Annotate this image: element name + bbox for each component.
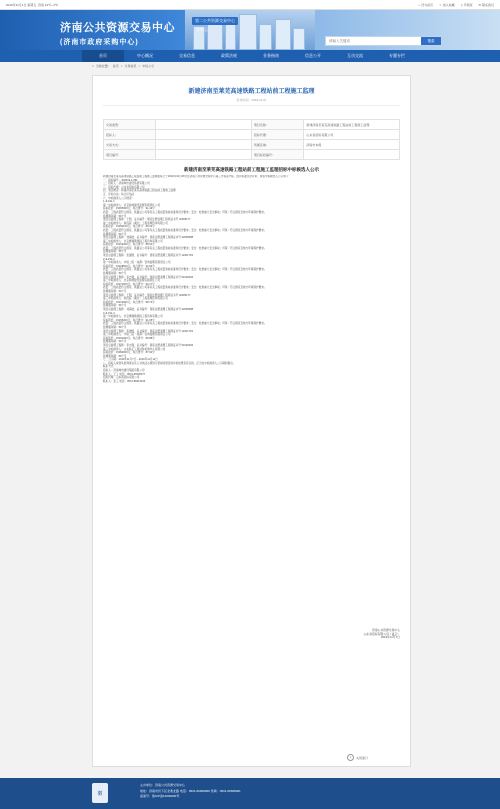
close-icon: × xyxy=(347,754,354,761)
paragraph: 五、评标办法：综合评估法 xyxy=(103,192,135,196)
top-links xyxy=(418,3,494,7)
nav-special[interactable]: 专题专栏 xyxy=(389,53,405,58)
paragraph: 项目总监理工程师：张建国，证书编号：国家注册监理工程师证书号 11001763 xyxy=(103,254,193,258)
second-center-link[interactable]: 第二公共资源交易中心 xyxy=(192,17,238,25)
paragraph: 招标代理：山东省招标有限公司 xyxy=(103,376,140,380)
link-mobile[interactable]: ▯ 手机版 xyxy=(460,2,473,7)
site-logo[interactable] xyxy=(60,19,175,47)
paragraph: 质量：工程质量符合国家、铁路总公司等有关工程质量验收标准和设计要求；安全：杜绝重大安全事故；环保：符合国家及地方环境保护要求。 xyxy=(103,322,267,326)
paragraph: 监理服务期：59个月 xyxy=(103,340,127,344)
announcement-title: 新建济南至莱芜高速铁路工程站前工程施工监理招标中标候选人公示 xyxy=(184,167,319,172)
paragraph: 投标报价：15090000元；综合得分：87.62分 xyxy=(103,351,155,355)
paragraph: 质量：工程质量符合国家、铁路总公司等有关工程质量验收标准和设计要求；安全：杜绝重大安全事故；环保：符合国家及地方环境保护要求。 xyxy=(103,246,267,250)
weather-text: 济南 12℃~4℃ xyxy=(37,2,59,7)
paragraph: 监理服务期：59个月 xyxy=(103,250,127,254)
paragraph: 八、投标人或者其他利害关系人对依法必须进行招标的项目的评标结果有异议的，应当在中标候选人公示期间提出。 xyxy=(103,361,236,365)
paragraph: 项目总监理工程师：张建国，证书编号：国家注册监理工程师证书号 11001763 xyxy=(103,329,193,333)
footer-record[interactable]: 备案号：鲁ICP备12000000号 xyxy=(140,794,180,798)
paragraph: 3.JLJS1-3 xyxy=(103,311,115,315)
date-weather xyxy=(6,3,58,7)
paragraph: 监理服务期：59个月 xyxy=(103,290,127,293)
search-button[interactable]: 搜索 xyxy=(421,37,441,45)
paragraph: 项目总监理工程师：李志强，证书编号：国家注册监理工程师证书号 51002493 xyxy=(103,275,194,279)
paragraph: 监理服务期：59个月 xyxy=(103,214,127,218)
signature-date: 2019年11月7日 xyxy=(380,635,400,640)
breadcrumb-label: 当前位置： xyxy=(95,64,111,68)
current-date: 2019年11月1日 星期五 xyxy=(6,2,37,7)
home-icon: ⌂ xyxy=(418,2,421,7)
paragraph: 第三中标候选人：山东铁正工程试验检测中心有限公司 xyxy=(103,347,166,351)
paragraph: 一、招标编号：JN2019-1-051 xyxy=(103,178,138,182)
nav-business-guide[interactable]: 业务指南 xyxy=(263,53,279,58)
paragraph: 第二中标候选人：铁四院（湖北）工程监理咨询有限公司 xyxy=(103,221,168,225)
paragraph: 投标报价：15210000元；综合得分：88.73分 xyxy=(103,300,155,304)
link-contact[interactable]: ✉ 联系我们 xyxy=(478,2,494,7)
footer-contact: 地址：济南市历下区龙奥北路 电话：0531-66608000 传真：0531-66608001 xyxy=(140,788,241,793)
paragraph: 二、招标人：济南城市建设集团有限公司 xyxy=(103,182,150,186)
publish-time: 发布时间：2019-11-07 xyxy=(236,98,267,102)
location-icon: ⌖ xyxy=(92,64,94,68)
paragraph: 第一中标候选人：中铁二院（成都）咨询监理有限责任公司 xyxy=(103,261,171,265)
paragraph: 招标人：济南城市建设集团有限公司 xyxy=(103,369,145,373)
paragraph: 质量：工程质量符合国家、铁路总公司等有关工程质量验收标准和设计要求；安全：杜绝重大安全事故；环保：符合国家及地方环境保护要求。 xyxy=(103,228,267,232)
table-row: 交易类型： 项目名称： 新建济南至莱芜高速铁路工程站前工程施工监理 xyxy=(104,120,400,130)
paragraph: 三、招标代理：山东省招标有限公司 xyxy=(103,185,145,189)
link-favorite[interactable]: ☆ 加入收藏 xyxy=(439,2,455,7)
paragraph: 项目总监理工程师：李志强，证书编号：国家注册监理工程师证书号 51002493 xyxy=(103,343,194,347)
paragraph: 质量：工程质量符合国家、铁路总公司等有关工程质量验收标准和设计要求；安全：杜绝重大安全事故；环保：符合国家及地方环境保护要求。 xyxy=(103,286,267,290)
main-nav xyxy=(0,50,500,62)
paragraph: 监理服务期：59个月 xyxy=(103,272,127,276)
footer-text xyxy=(140,783,241,800)
paragraph: 联系方式： xyxy=(103,365,116,369)
title-divider xyxy=(103,105,400,106)
paragraph: 项目总监理工程师：王明，证书编号：国家注册监理工程师证书号 32005177 xyxy=(103,293,191,297)
nav-info-public[interactable]: 信息公开 xyxy=(305,53,321,58)
close-window-button[interactable] xyxy=(347,754,368,761)
header-banner xyxy=(0,10,500,50)
star-icon: ☆ xyxy=(439,2,442,7)
footer-sponsor: 主办单位：济南公共资源交易中心 xyxy=(140,783,186,787)
paragraph: 投标报价：15305000元；综合得分：91.44分 xyxy=(103,207,155,211)
paragraph: 2.JLJS1-2 xyxy=(103,257,115,261)
paragraph: 投标报价：15302000元；综合得分：89.88分 xyxy=(103,336,155,340)
paragraph: 联系人：王工 电话：0531-66606677 xyxy=(103,372,146,376)
table-row: 项目编号： 项目标段编号： xyxy=(104,150,400,160)
breadcrumb-current[interactable]: 中标公示 xyxy=(142,64,155,68)
breadcrumb-trade-info[interactable]: 交易信息 xyxy=(124,64,137,68)
paragraph: 监理服务期：59个月 xyxy=(103,232,127,236)
signature-block xyxy=(364,629,400,640)
paragraph: 投标报价：15163300元；综合得分：88.91分 xyxy=(103,243,155,247)
paragraph: 项目总监理工程师：刘海波，证书编号：国家注册监理工程师证书号 32005088 xyxy=(103,307,194,311)
nav-center-overview[interactable]: 中心概况 xyxy=(137,53,153,58)
paragraph: 监理服务期：59个月 xyxy=(103,325,127,329)
table-row: 招标人： 招标代理： 山东省招标有限公司 xyxy=(104,130,400,140)
breadcrumb-home[interactable]: 首页 xyxy=(112,64,119,68)
mail-icon: ✉ xyxy=(478,2,481,7)
nav-policy[interactable]: 政策法规 xyxy=(221,53,237,58)
paragraph: 第一中标候选人：北京赛瑞斯国际工程咨询有限公司 xyxy=(103,315,163,319)
article-panel xyxy=(92,75,411,767)
breadcrumb: ⌖ 当前位置： 首页 > 交易信息 > 中标公示 xyxy=(92,64,155,68)
announcement-body xyxy=(103,175,400,565)
signature-line: 济南公共资源交易中心 xyxy=(372,628,400,632)
paragraph: 联系人：张工 电话：0531-86913333 xyxy=(103,379,146,383)
paragraph: 第一中标候选人：北京铁城建设监理有限责任公司 xyxy=(103,203,161,207)
phone-icon: ▯ xyxy=(460,2,463,7)
nav-trade-info[interactable]: 交易信息 xyxy=(179,53,195,58)
site-title: 济南公共资源交易中心 xyxy=(60,22,175,34)
table-row: 交易方式： 所属区域： 济南市本级 xyxy=(104,140,400,150)
paragraph: 第二中标候选人：北京铁城建设监理有限责任公司 xyxy=(103,279,161,283)
paragraph: 项目总监理工程师：刘海波，证书编号：国家注册监理工程师证书号 32005088 xyxy=(103,236,194,240)
paragraph: 七、公示期：2019年11月7日－2019年11月11日 xyxy=(103,358,158,362)
paragraph: 第三中标候选人：铁四院（湖北）工程监理咨询有限公司 xyxy=(103,297,168,301)
paragraph: 质量：工程质量符合国家、铁路总公司等有关工程质量验收标准和设计要求；安全：杜绝重大安全事故；环保：符合国家及地方环境保护要求。 xyxy=(103,210,267,214)
paragraph: 监理服务期：59个月 xyxy=(103,354,127,358)
paragraph: 新建济南至莱芜高速铁路工程站前工程施工监理招标已于2019年10月28日在济南公共资源交易中心第三开标室开标，经评标委员会评审，现将中标候选人公示如下： xyxy=(103,175,291,178)
top-info-bar xyxy=(0,0,500,10)
signature-line: 山东省招标有限公司（盖章） xyxy=(363,631,400,636)
paragraph: 项目总监理工程师：王明，证书编号：国家注册监理工程师证书号 32005177 xyxy=(103,218,191,222)
paragraph: 第三中标候选人：北京赛瑞斯国际工程咨询有限公司 xyxy=(103,239,163,243)
link-set-home[interactable]: ⌂ 设为首页 xyxy=(418,2,434,7)
paragraph: 投标报价：15155200元；综合得分：91.05分 xyxy=(103,318,155,322)
site-footer xyxy=(0,778,500,809)
nav-home[interactable]: 首页 xyxy=(82,50,124,62)
nav-interaction[interactable]: 互动交流 xyxy=(347,53,363,58)
site-subtitle: (济南市政府采购中心) xyxy=(60,39,139,46)
paragraph: 投标报价：15271000元；综合得分：90.17分 xyxy=(103,282,155,286)
paragraph: 投标报价：15203100元；综合得分：89.32分 xyxy=(103,225,155,229)
project-info-table xyxy=(103,119,400,160)
paragraph: 监理服务期：59个月 xyxy=(103,304,127,308)
national-emblem-icon: 徽 xyxy=(92,783,108,803)
branch-center-link[interactable]: 分中心 xyxy=(196,27,208,32)
paragraph: 第二中标候选人：中铁二院（成都）咨询监理有限责任公司 xyxy=(103,333,171,337)
paragraph: 投标报价：15318500元；综合得分：92.06分 xyxy=(103,264,155,268)
paragraph: 1.JLJS1-1 xyxy=(103,200,115,204)
paragraph: 质量：工程质量符合国家、铁路总公司等有关工程质量验收标准和设计要求；安全：杜绝重大安全事故；环保：符合国家及地方环境保护要求。 xyxy=(103,268,267,272)
article-title: 新建济南至莱芜高速铁路工程站前工程施工监理 xyxy=(188,89,315,95)
search-input[interactable] xyxy=(326,38,421,44)
search-box xyxy=(325,36,442,46)
paragraph: 四、项目概况：新建济南至莱芜高速铁路工程站前工程施工监理 xyxy=(103,189,176,193)
paragraph: 六、中标候选人公示情况： xyxy=(103,196,135,200)
close-label: 关闭窗口 xyxy=(355,755,368,760)
